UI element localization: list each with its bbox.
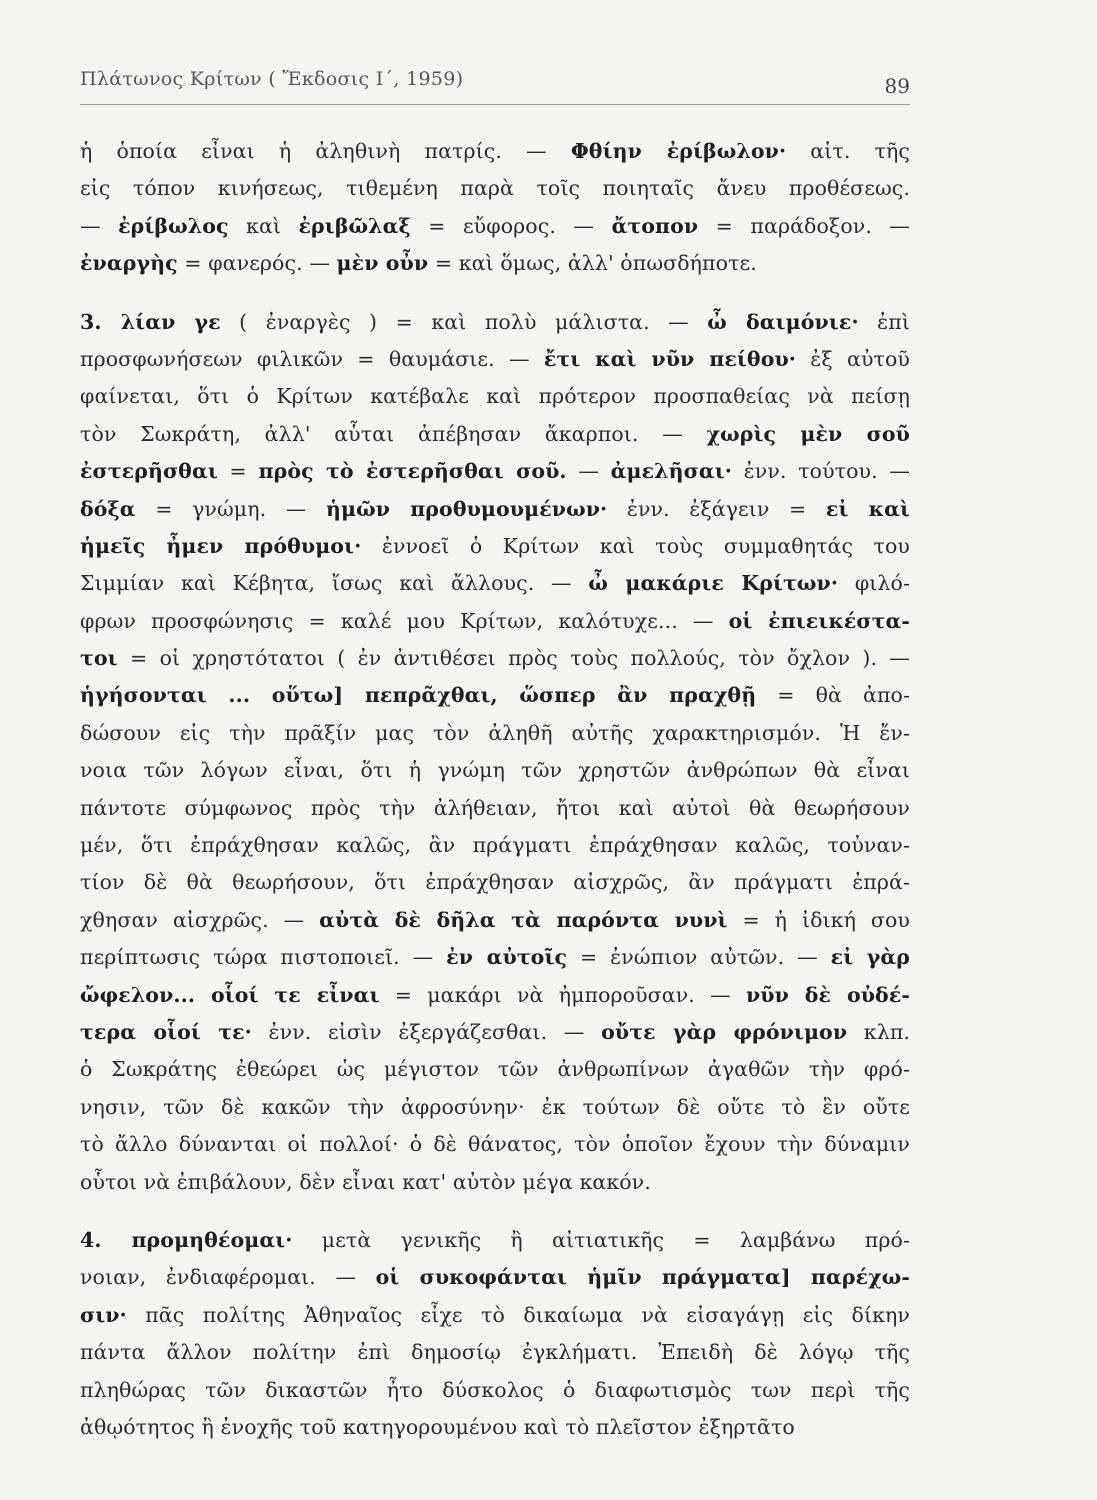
text-line bbox=[80, 827, 910, 864]
running-head: Πλάτωνος Κρίτων ( Ἔκδοσις Ι΄, 1959) bbox=[80, 68, 464, 90]
gloss-text: = οἱ χρηστότατοι ( ἐν ἀντιθέσει πρὸς τοὺς πολλούς, τὸν ὄχλον ). — bbox=[117, 646, 910, 671]
text-line bbox=[80, 790, 910, 827]
text-line bbox=[80, 752, 910, 789]
text-line bbox=[80, 640, 910, 677]
gloss-text: τὸν Σωκράτη, ἀλλ' αὗται ἀπέβησαν ἄκαρποι. — bbox=[80, 421, 707, 446]
lemma-bold: 4. προμηθέομαι· bbox=[80, 1227, 293, 1252]
gloss-text: — bbox=[566, 459, 611, 484]
lemma-bold: οἱ ἐπιεικέστα- bbox=[728, 608, 910, 633]
gloss-text: δώσουν εἰς τὴν πρᾶξίν μας τὸν ἀληθῆ αὐτῆς χαρακτηρισμόν. Ἡ ἔν- bbox=[80, 720, 910, 745]
paragraph bbox=[80, 304, 910, 1201]
paragraph bbox=[80, 133, 910, 283]
gloss-text: πάντα ἄλλον πολίτην ἐπὶ δημοσίῳ ἐγκλήματι. Ἐπειδὴ δὲ λόγῳ τῆς bbox=[80, 1340, 910, 1365]
lemma-bold: εἰ καὶ bbox=[825, 496, 910, 521]
gloss-text: μετὰ γενικῆς ἢ αἰτιατικῆς = λαμβάνω πρό- bbox=[292, 1227, 910, 1252]
text-line bbox=[80, 1222, 910, 1259]
lemma-bold: ἡγήσονται ... οὕτω] πεπρᾶχθαι, ὥσπερ ἂν πραχθῇ bbox=[80, 683, 757, 708]
text-line bbox=[80, 304, 910, 341]
lemma-bold: ἐστερῆσθαι bbox=[80, 459, 218, 484]
gloss-text: = bbox=[217, 459, 259, 484]
text-line bbox=[80, 208, 910, 245]
lemma-bold: εἰ γὰρ bbox=[830, 945, 910, 970]
lemma-bold: ἀμελῆσαι· bbox=[610, 459, 732, 484]
gloss-text: φιλό- bbox=[838, 571, 910, 596]
gloss-text: καὶ bbox=[228, 213, 299, 238]
lemma-bold: νῦν δὲ οὐδέ- bbox=[745, 982, 910, 1007]
gloss-text: = καὶ ὅμως, ἀλλ' ὁπωσδήποτε. bbox=[428, 251, 757, 276]
gloss-text: ἐνν. τούτου. — bbox=[732, 459, 910, 484]
text-line bbox=[80, 902, 910, 939]
gloss-text: μέν, ὅτι ἐπράχθησαν καλῶς, ἂν πράγματι ἐπράχθησαν καλῶς, τοὐναν- bbox=[80, 833, 910, 858]
lemma-bold: ἔτι καὶ νῦν πείθου· bbox=[543, 346, 797, 371]
lemma-bold: ἡμεῖς ἦμεν πρόθυμοι· bbox=[80, 533, 362, 558]
lemma-bold: πρὸς τὸ ἐστερῆσθαι σοῦ. bbox=[258, 459, 567, 484]
text-line bbox=[80, 1164, 910, 1201]
text-line bbox=[80, 1126, 910, 1163]
gloss-text: = ἐνώπιον αὐτῶν. — bbox=[567, 945, 831, 970]
gloss-text: Σιμμίαν καὶ Κέβητα, ἴσως καὶ ἄλλους. — bbox=[80, 571, 589, 596]
gloss-text: ὁ Σωκράτης ἐθεώρει ὡς μέγιστον τῶν ἀνθρωπίνων ἀγαθῶν τὴν φρό- bbox=[80, 1057, 910, 1082]
page-number: 89 bbox=[884, 74, 910, 98]
text-line bbox=[80, 565, 910, 602]
lemma-bold: ὤφελον... οἷοί τε εἶναι bbox=[80, 982, 380, 1007]
lemma-bold: τερα οἷοί τε· bbox=[80, 1019, 252, 1044]
gloss-text: ἐνν. ἐξάγειν = bbox=[607, 496, 826, 521]
gloss-text: φρων προσφώνησις = καλέ μου Κρίτων, καλότυχε... — bbox=[80, 608, 729, 633]
text-line bbox=[80, 1372, 910, 1409]
gloss-text: = θὰ ἀπο- bbox=[756, 683, 910, 708]
gloss-text: ἐνν. εἰσὶν ἐξεργάζεσθαι. — bbox=[251, 1019, 602, 1044]
lemma-bold: μὲν οὖν bbox=[336, 251, 429, 276]
gloss-text: = μακάρι νὰ ἠμποροῦσαν. — bbox=[379, 982, 746, 1007]
gloss-text: ἐννοεῖ ὁ Κρίτων καὶ τοὺς συμμαθητάς του bbox=[361, 533, 910, 558]
gloss-text: πάντοτε σύμφωνος πρὸς τὴν ἀλήθειαν, ἤτοι καὶ αὐτοὶ θὰ θεωρήσουν bbox=[80, 795, 910, 820]
gloss-text: πληθώρας τῶν δικαστῶν ἦτο δύσκολος ὁ διαφωτισμὸς των περὶ τῆς bbox=[80, 1377, 910, 1402]
gloss-text: ἐπὶ bbox=[858, 309, 910, 334]
lemma-bold: χωρὶς μὲν σοῦ bbox=[706, 421, 910, 446]
text-line bbox=[80, 378, 910, 415]
gloss-text: νοιαν, ἐνδιαφέρομαι. — bbox=[80, 1265, 376, 1290]
gloss-text: προσφωνήσεων φιλικῶν = θαυμάσιε. — bbox=[80, 346, 544, 371]
gloss-text: = ἡ ἰδική σου bbox=[727, 907, 910, 932]
text-line bbox=[80, 1334, 910, 1371]
lemma-bold: δόξα bbox=[80, 496, 136, 521]
text-line bbox=[80, 864, 910, 901]
lemma-bold: ὦ μακάριε Κρίτων· bbox=[588, 571, 839, 596]
page-header bbox=[80, 64, 910, 105]
text-line bbox=[80, 1409, 910, 1446]
text-line bbox=[80, 715, 910, 752]
text-line bbox=[80, 245, 910, 282]
gloss-text: ἐξ αὐτοῦ bbox=[796, 346, 910, 371]
gloss-text: τὸ ἄλλο δύνανται οἱ πολλοί· ὁ δὲ θάνατος, τὸν ὁποῖον ἔχουν τὴν δύναμιν bbox=[80, 1132, 910, 1157]
text-line bbox=[80, 939, 910, 976]
gloss-text: χθησαν αἰσχρῶς. — bbox=[80, 907, 320, 932]
lemma-bold: ὦ δαιμόνιε· bbox=[707, 309, 859, 334]
gloss-text: περίπτωσις τώρα πιστοποιεῖ. — bbox=[80, 945, 447, 970]
gloss-text: ( ἐναργὲς ) = καὶ πολὺ μάλιστα. — bbox=[220, 309, 708, 334]
text-line bbox=[80, 1297, 910, 1334]
gloss-text: = φανερός. — bbox=[177, 251, 337, 276]
text-line bbox=[80, 341, 910, 378]
gloss-text: εἰς τόπον κινήσεως, τιθεμένη παρὰ τοῖς ποιηταῖς ἄνευ προθέσεως. bbox=[80, 176, 910, 201]
gloss-text: = εὔφορος. — bbox=[410, 213, 612, 238]
gloss-text: = γνώμη. — bbox=[135, 496, 326, 521]
text-line bbox=[80, 1089, 910, 1126]
lemma-bold: οἱ συκοφάνται ἡμῖν πράγματα] παρέχω- bbox=[375, 1265, 910, 1290]
lemma-bold: ἄτοπον bbox=[611, 213, 699, 238]
text-line bbox=[80, 1259, 910, 1296]
text-line bbox=[80, 603, 910, 640]
lemma-bold: ἐριβῶλαξ bbox=[298, 213, 411, 238]
gloss-text: — bbox=[80, 213, 119, 238]
lemma-bold: ἐν αὐτοῖς bbox=[446, 945, 568, 970]
gloss-text: κλπ. bbox=[847, 1019, 910, 1044]
text-line bbox=[80, 133, 910, 170]
lemma-bold: ἡμῶν προθυμουμένων· bbox=[325, 496, 608, 521]
lemma-bold: 3. λίαν γε bbox=[80, 309, 221, 334]
text-line bbox=[80, 977, 910, 1014]
gloss-text: πᾶς πολίτης Ἀθηναῖος εἶχε τὸ δικαίωμα νὰ εἰσαγάγῃ εἰς δίκην bbox=[126, 1302, 910, 1327]
lemma-bold: αὐτὰ δὲ δῆλα τὰ παρόντα νυνὶ bbox=[319, 907, 728, 932]
gloss-text: φαίνεται, ὅτι ὁ Κρίτων κατέβαλε καὶ πρότερον προσπαθείας νὰ πείσῃ bbox=[80, 384, 910, 409]
text-line bbox=[80, 170, 910, 207]
paragraph bbox=[80, 1222, 910, 1446]
gloss-text: ἀθῳότητος ἢ ἐνοχῆς τοῦ κατηγορουμένου καὶ τὸ πλεῖστον ἐξηρτᾶτο bbox=[80, 1414, 795, 1439]
gloss-text: αἰτ. τῆς bbox=[786, 139, 910, 163]
lemma-bold: ἐρίβωλος bbox=[118, 213, 229, 238]
text-line bbox=[80, 528, 910, 565]
lemma-bold: τοι bbox=[80, 646, 118, 671]
text-line bbox=[80, 677, 910, 714]
lemma-bold: ἐναργὴς bbox=[80, 251, 178, 276]
gloss-text: νησιν, τῶν δὲ κακῶν τὴν ἀφροσύνην· ἐκ τούτων δὲ οὔτε τὸ ἓν οὔτε bbox=[80, 1094, 910, 1119]
text-line bbox=[80, 416, 910, 453]
commentary-text bbox=[80, 133, 910, 1446]
gloss-text: νοια τῶν λόγων εἶναι, ὅτι ἡ γνώμη τῶν χρηστῶν ἀνθρώπων θὰ εἶναι bbox=[80, 758, 910, 783]
text-line bbox=[80, 491, 910, 528]
text-line bbox=[80, 453, 910, 490]
gloss-text: = παράδοξον. — bbox=[698, 213, 910, 238]
gloss-text: ἡ ὁποία εἶναι ἡ ἀληθινὴ πατρίς. — bbox=[80, 139, 571, 163]
lemma-bold: οὔτε γὰρ φρόνιμον bbox=[601, 1019, 848, 1044]
lemma-bold: Φθίην ἐρίβωλον· bbox=[570, 139, 787, 163]
gloss-text: τίον δὲ θὰ θεωρήσουν, ὅτι ἐπράχθησαν αἰσχρῶς, ἂν πράγματι ἐπρά- bbox=[80, 870, 910, 895]
lemma-bold: σιν· bbox=[80, 1302, 127, 1327]
gloss-text: οὗτοι νὰ ἐπιβάλουν, δὲν εἶναι κατ' αὐτὸν μέγα κακόν. bbox=[80, 1169, 651, 1194]
text-line bbox=[80, 1014, 910, 1051]
text-line bbox=[80, 1051, 910, 1088]
